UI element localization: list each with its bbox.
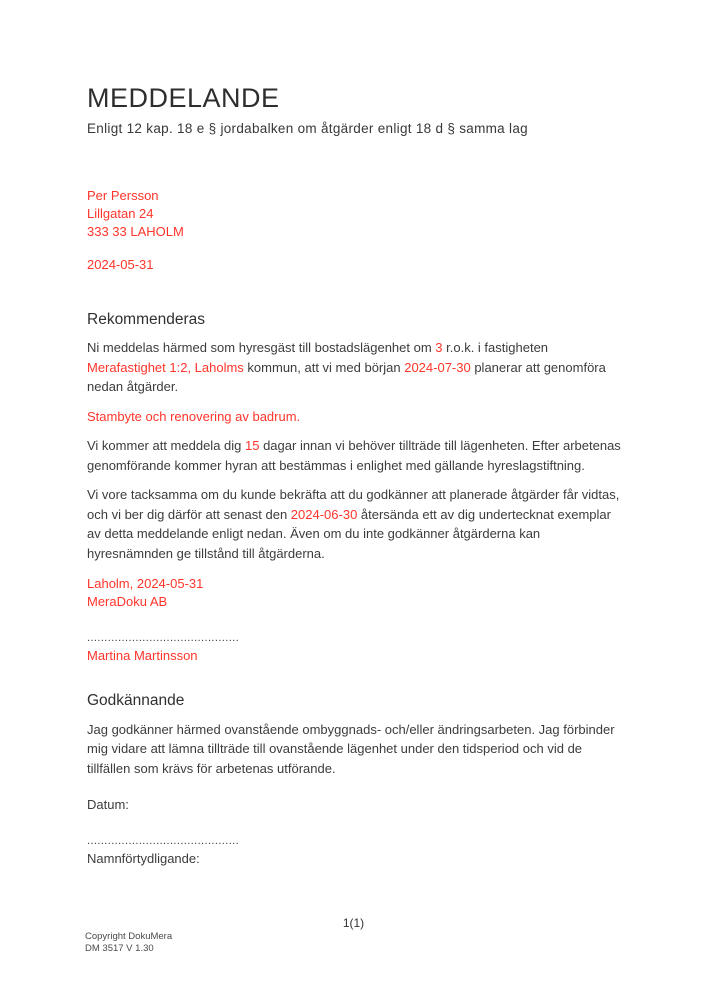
paragraph-confirmation-request [87, 485, 623, 563]
document-title: MEDDELANDE [87, 83, 280, 113]
plain-text: planerar att genomföra nedan åtgärder. [87, 359, 606, 395]
signature-dotted-line: ............................................ [87, 632, 240, 645]
page-number: 1(1) [342, 916, 365, 930]
plain-text: återsända ett av dig undertecknat exemplar av detta meddelande enligt nedan. Även om du inte godkänner åtgärderna kan hyresnämnden ge tillstånd till åtgärderna. [87, 506, 611, 561]
action-description-line: Stambyte och renovering av badrum. [87, 408, 301, 424]
approval-signature-dotted-line: ............................................ [87, 835, 240, 848]
plain-text: dagar innan vi behöver tillträde till lägenheten. Efter arbetenas genomförande kommer hyran att bestämmas i enlighet med gällande hyreslagstiftning. [87, 438, 621, 473]
signer-name: Martina Martinsson [87, 648, 198, 664]
sender-signature-block [87, 575, 623, 611]
recipient-name: Per Persson [87, 187, 159, 203]
document-subtitle: Enligt 12 kap. 18 e § jordabalken om åtgärder enligt 18 d § samma lag [87, 120, 528, 136]
copyright-text: Copyright DokuMera [85, 931, 173, 942]
merge-field-red-text: 15 [245, 438, 260, 454]
document-content [87, 84, 623, 868]
section-heading-godkannande: Godkännande [87, 692, 185, 710]
paragraph-access-notice [87, 436, 623, 475]
merge-field-red-text: 2024-06-30 [290, 506, 358, 522]
plain-text: Vi kommer att meddela dig [87, 438, 245, 454]
date-label: Datum: [87, 797, 129, 813]
sender-company: MeraDoku AB [87, 594, 168, 610]
paragraph-notice [87, 338, 623, 397]
section-heading-rekommenderas: Rekommenderas [87, 310, 206, 328]
merge-field-red-text: 3 [435, 340, 443, 356]
footer-copyright-block [85, 931, 172, 955]
merge-field-red-text: 2024-07-30 [404, 359, 471, 375]
plain-text: kommun, att vi med början [243, 359, 405, 375]
plain-text: r.o.k. i fastigheten [442, 340, 549, 356]
recipient-postal-city: 333 33 LAHOLM [87, 223, 184, 239]
recipient-address-block [87, 187, 623, 241]
plain-text: Vi vore tacksamma om du kunde bekräfta att du godkänner att planerade åtgärder får vidtas, och vi ber dig därför att senast den [87, 487, 620, 522]
document-version: DM 3517 V 1.30 [85, 943, 154, 954]
document-date: 2024-05-31 [87, 256, 154, 272]
recipient-street: Lillgatan 24 [87, 205, 154, 221]
sender-place-date: Laholm, 2024-05-31 [87, 576, 204, 592]
plain-text: Ni meddelas härmed som hyresgäst till bostadslägenhet om [87, 340, 436, 356]
paragraph-approval: Jag godkänner härmed ovanstående ombyggnads- och/eller ändringsarbeten. Jag förbinder mig vidare att lämna tillträde till ovanstående lägenhet under den tidsperiod och vid de tillfällen som krävs för arbetenas utförande. [87, 721, 615, 776]
merge-field-red-text: Merafastighet 1:2, Laholms [87, 359, 244, 375]
name-clarification-label: Namnförtydligande: [87, 851, 200, 867]
